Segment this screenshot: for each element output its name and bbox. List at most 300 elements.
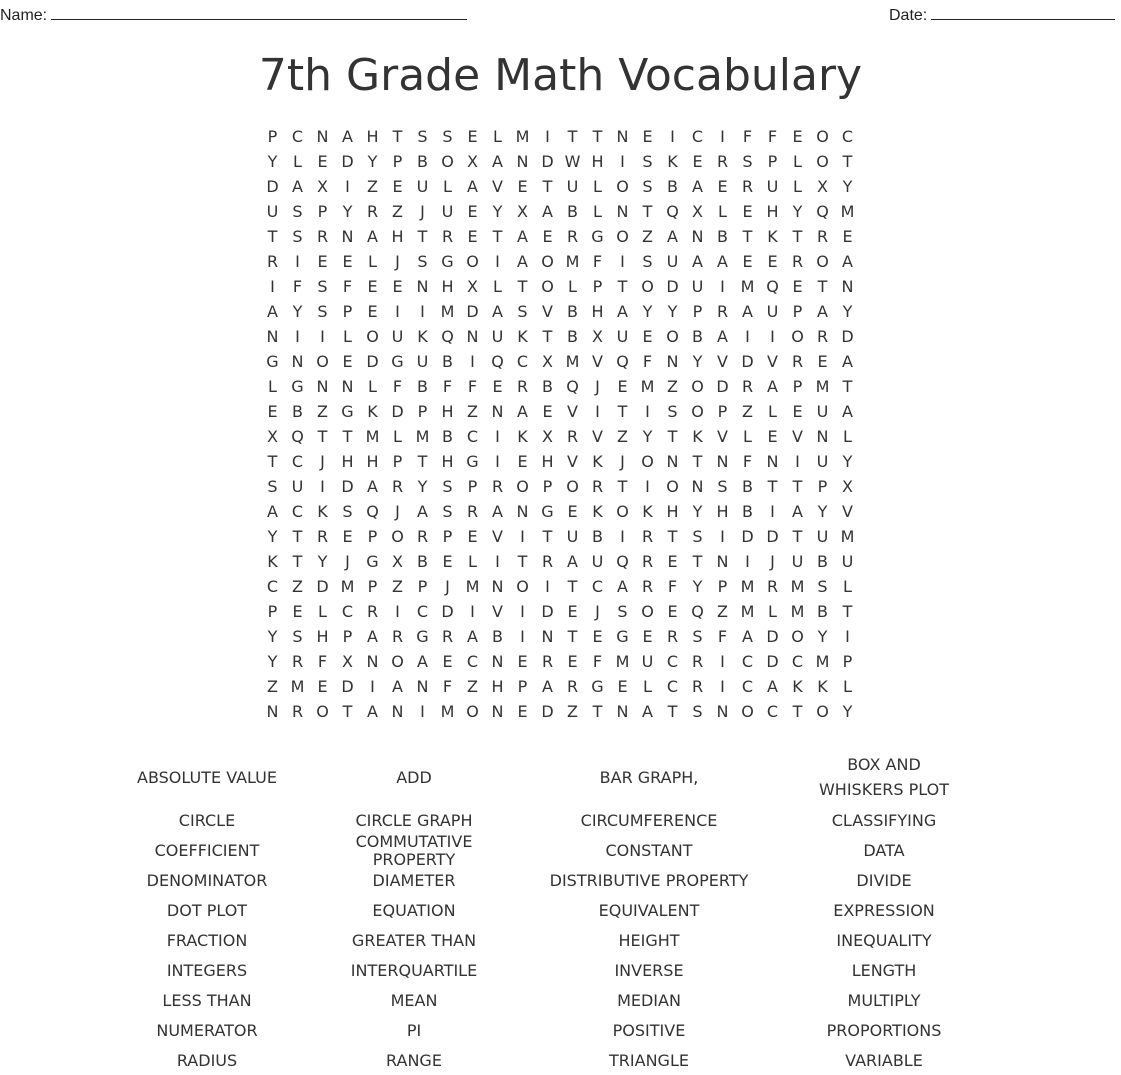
grid-letter: G [366,552,379,571]
grid-letter: Z [467,402,478,421]
grid-letter: G [266,352,279,371]
grid-letter: X [592,327,603,346]
grid-letter: E [617,377,628,396]
grid-letter: C [741,652,754,671]
grid-letter: T [667,427,678,446]
grid-letter: P [817,477,828,496]
grid-letter: P [392,452,403,471]
grid-letter: W [564,152,581,171]
grid-letter: E [442,652,453,671]
grid-letter: C [516,352,529,371]
word-bank-item: EQUATION [372,901,456,920]
grid-letter: I [720,652,725,671]
grid-letter: R [716,152,729,171]
grid-letter: V [792,427,803,446]
grid-letter: B [417,152,428,171]
grid-letter: S [317,277,328,296]
grid-letter: M [465,577,480,596]
grid-letter: K [692,427,703,446]
grid-letter: T [792,227,803,246]
grid-letter: A [517,252,528,271]
grid-letter: I [495,452,500,471]
grid-letter: S [642,177,653,196]
grid-letter: E [542,227,553,246]
grid-letter: K [767,227,778,246]
date-field[interactable] [889,4,1115,25]
grid-letter: I [320,327,325,346]
grid-letter: E [342,352,353,371]
grid-letter: O [791,327,804,346]
grid-letter: A [517,402,528,421]
grid-letter: I [620,252,625,271]
grid-letter: A [492,502,503,521]
grid-letter: T [842,377,853,396]
grid-letter: Z [467,677,478,696]
grid-letter: P [792,302,803,321]
grid-letter: E [517,652,528,671]
grid-letter: A [267,502,278,521]
grid-letter: L [368,252,377,271]
word-bank-item: BOX AND WHISKERS PLOT [818,755,950,799]
grid-letter: S [292,627,303,646]
grid-letter: A [742,302,753,321]
grid-letter: Z [717,602,728,621]
grid-letter: Q [616,552,629,571]
grid-letter: E [667,552,678,571]
grid-letter: R [791,252,804,271]
grid-letter: Y [842,302,853,321]
grid-letter: Y [692,502,703,521]
grid-letter: O [316,702,329,721]
grid-letter: Y [267,527,278,546]
grid-letter: U [266,202,279,221]
word-bank-item: GREATER THAN [351,931,477,950]
word-bank-item: LESS THAN [162,991,252,1010]
grid-letter: A [292,177,303,196]
grid-letter: S [817,577,828,596]
grid-letter: M [790,577,805,596]
grid-letter: N [266,327,279,346]
grid-letter: N [616,702,629,721]
grid-letter: I [620,527,625,546]
grid-letter: H [366,452,379,471]
grid-letter: E [767,427,778,446]
grid-letter: L [843,577,852,596]
grid-letter: R [491,477,504,496]
grid-letter: R [641,552,654,571]
grid-letter: I [495,252,500,271]
grid-letter: X [267,427,278,446]
grid-letter: S [442,502,453,521]
grid-letter: F [742,452,753,471]
grid-letter: C [291,502,304,521]
grid-letter: S [342,502,353,521]
grid-letter: Z [392,577,403,596]
grid-letter: N [391,702,404,721]
grid-letter: T [542,527,553,546]
grid-letter: A [717,327,728,346]
grid-letter: Y [367,152,378,171]
grid-letter: L [793,152,802,171]
grid-letter: O [466,252,479,271]
grid-letter: O [441,152,454,171]
grid-letter: Y [642,427,653,446]
grid-letter: V [492,177,503,196]
grid-letter: K [367,402,378,421]
grid-letter: X [817,177,828,196]
grid-letter: A [392,677,403,696]
grid-letter: L [743,427,752,446]
grid-letter: M [740,602,755,621]
grid-letter: B [542,377,553,396]
grid-letter: X [467,277,478,296]
grid-letter: A [617,577,628,596]
grid-letter: L [368,377,377,396]
grid-letter: G [391,352,404,371]
grid-letter: V [542,302,553,321]
grid-letter: G [616,627,629,646]
grid-letter: J [395,502,400,521]
grid-letter: S [692,527,703,546]
grid-letter: I [395,602,400,621]
grid-letter: L [793,177,802,196]
grid-letter: M [440,302,455,321]
grid-letter: U [566,527,579,546]
grid-letter: Y [492,202,503,221]
grid-letter: R [666,627,679,646]
grid-letter: E [517,177,528,196]
grid-letter: A [417,502,428,521]
grid-letter: G [591,677,604,696]
grid-letter: Y [317,552,328,571]
grid-letter: H [591,152,604,171]
grid-letter: I [520,602,525,621]
word-bank-item: BAR GRAPH, [599,767,699,787]
grid-letter: C [291,452,304,471]
grid-letter: R [641,527,654,546]
grid-letter: B [742,477,753,496]
grid-letter: U [816,452,829,471]
grid-letter: C [791,652,804,671]
name-line[interactable] [51,4,467,20]
grid-letter: I [645,402,650,421]
grid-letter: P [592,277,603,296]
grid-letter: I [295,252,300,271]
grid-letter: E [342,527,353,546]
grid-letter: A [542,202,553,221]
grid-letter: I [295,327,300,346]
grid-letter: Y [792,202,803,221]
word-bank-item: DISTRIBUTIVE PROPERTY [549,871,749,890]
grid-letter: N [341,377,354,396]
grid-letter: L [643,677,652,696]
grid-letter: A [492,152,503,171]
grid-letter: P [367,527,378,546]
grid-letter: M [565,352,580,371]
word-bank-item: DATA [863,841,905,860]
grid-letter: U [441,202,454,221]
grid-letter: R [741,177,754,196]
grid-letter: I [745,327,750,346]
grid-letter: P [792,377,803,396]
name-field[interactable] [0,4,467,25]
grid-letter: Y [667,302,678,321]
grid-letter: O [541,277,554,296]
grid-letter: E [517,702,528,721]
grid-letter: A [367,627,378,646]
grid-letter: D [441,602,454,621]
grid-letter: B [817,602,828,621]
grid-letter: I [720,677,725,696]
word-bank-item: CIRCUMFERENCE [580,811,718,830]
grid-letter: E [692,152,703,171]
grid-letter: I [495,552,500,571]
grid-letter: K [517,327,528,346]
grid-letter: V [767,352,778,371]
grid-letter: R [541,652,554,671]
grid-letter: A [517,227,528,246]
grid-letter: E [467,527,478,546]
grid-letter: A [417,652,428,671]
grid-letter: R [516,377,529,396]
word-bank-item: DIAMETER [372,871,456,890]
grid-letter: I [545,577,550,596]
grid-letter: A [642,702,653,721]
word-bank-item: PI [406,1021,422,1040]
grid-letter: E [567,502,578,521]
grid-letter: T [342,427,353,446]
grid-letter: D [341,152,354,171]
grid-letter: L [768,402,777,421]
grid-letter: K [817,677,828,696]
grid-letter: E [742,252,753,271]
grid-letter: B [717,227,728,246]
grid-letter: E [517,452,528,471]
grid-letter: I [645,477,650,496]
grid-letter: S [642,152,653,171]
date-line[interactable] [931,4,1115,20]
grid-letter: C [666,677,679,696]
grid-letter: M [415,427,430,446]
grid-letter: C [766,702,779,721]
grid-letter: S [417,127,428,146]
grid-letter: M [640,377,655,396]
grid-letter: F [717,627,728,646]
grid-letter: B [567,202,578,221]
grid-letter: D [266,177,279,196]
grid-letter: Y [342,202,353,221]
grid-letter: F [592,252,603,271]
grid-letter: Z [367,177,378,196]
grid-letter: R [316,227,329,246]
grid-letter: E [642,127,653,146]
grid-letter: A [692,177,703,196]
grid-letter: Y [817,627,828,646]
grid-letter: N [616,202,629,221]
grid-letter: E [467,202,478,221]
grid-letter: I [720,277,725,296]
grid-letter: F [642,352,653,371]
grid-letter: N [841,277,854,296]
grid-letter: E [442,552,453,571]
grid-letter: I [470,602,475,621]
grid-letter: I [270,277,275,296]
grid-letter: H [441,277,454,296]
name-label: Name: [0,7,48,24]
grid-letter: J [595,602,600,621]
grid-letter: C [741,677,754,696]
grid-letter: O [391,652,404,671]
grid-letter: R [541,552,554,571]
grid-letter: Z [567,702,578,721]
grid-letter: M [340,577,355,596]
grid-letter: Q [766,277,779,296]
grid-letter: X [842,477,853,496]
grid-letter: Z [742,402,753,421]
grid-letter: O [816,252,829,271]
grid-letter: N [691,227,704,246]
grid-letter: T [767,477,778,496]
grid-letter: R [441,627,454,646]
grid-letter: D [841,327,854,346]
grid-letter: I [370,677,375,696]
grid-letter: T [517,277,528,296]
grid-letter: T [842,152,853,171]
grid-letter: D [316,577,329,596]
grid-letter: O [616,227,629,246]
grid-letter: T [692,452,703,471]
grid-letter: U [491,327,504,346]
grid-letter: U [641,652,654,671]
grid-letter: Y [842,452,853,471]
grid-letter: J [445,577,450,596]
grid-letter: Y [292,302,303,321]
grid-letter: L [293,152,302,171]
grid-letter: T [592,127,603,146]
grid-letter: N [291,352,304,371]
grid-letter: Q [666,202,679,221]
grid-letter: E [467,127,478,146]
grid-letter: S [292,202,303,221]
grid-letter: P [392,152,403,171]
grid-letter: P [317,202,328,221]
grid-letter: A [842,352,853,371]
grid-letter: J [620,452,625,471]
grid-letter: F [292,277,303,296]
grid-letter: R [816,327,829,346]
grid-letter: U [666,252,679,271]
grid-letter: T [292,552,303,571]
grid-letter: P [267,127,278,146]
grid-letter: D [341,477,354,496]
grid-letter: V [717,352,728,371]
grid-letter: I [795,452,800,471]
grid-letter: F [317,652,328,671]
grid-letter: Q [816,202,829,221]
grid-letter: O [316,352,329,371]
word-bank-item: DIVIDE [856,871,912,890]
grid-letter: Q [441,327,454,346]
grid-letter: O [366,327,379,346]
grid-letter: D [541,152,554,171]
date-label: Date: [889,7,928,24]
grid-letter: I [745,552,750,571]
grid-letter: A [467,177,478,196]
grid-letter: Y [417,477,428,496]
grid-letter: O [641,602,654,621]
grid-letter: E [817,352,828,371]
grid-letter: A [792,502,803,521]
grid-letter: D [766,527,779,546]
word-bank-item: MEDIAN [617,991,681,1010]
grid-letter: O [641,277,654,296]
grid-letter: U [416,352,429,371]
grid-letter: T [567,577,578,596]
grid-letter: V [842,502,853,521]
grid-letter: B [667,177,678,196]
grid-letter: E [792,127,803,146]
grid-letter: A [617,302,628,321]
grid-letter: I [420,302,425,321]
grid-letter: U [416,177,429,196]
grid-letter: I [595,402,600,421]
page-title: 7th Grade Math Vocabulary [258,50,863,101]
grid-letter: A [267,302,278,321]
grid-letter: S [717,477,728,496]
grid-letter: V [567,452,578,471]
grid-letter: E [567,602,578,621]
grid-letter: T [592,702,603,721]
grid-letter: B [492,627,503,646]
grid-letter: E [617,677,628,696]
grid-letter: E [767,252,778,271]
grid-letter: R [716,302,729,321]
grid-letter: E [492,377,503,396]
grid-letter: N [491,652,504,671]
grid-letter: L [268,377,277,396]
word-bank-item: ADD [396,767,432,787]
grid-letter: S [692,627,703,646]
grid-letter: H [441,402,454,421]
grid-letter: N [341,227,354,246]
grid-letter: M [365,427,380,446]
grid-letter: F [442,377,453,396]
grid-letter: L [843,427,852,446]
grid-letter: N [366,652,379,671]
grid-letter: R [566,427,579,446]
grid-letter: I [345,177,350,196]
grid-letter: T [792,527,803,546]
grid-letter: E [792,277,803,296]
grid-letter: C [416,602,429,621]
grid-letter: O [616,177,629,196]
grid-letter: Q [691,602,704,621]
grid-letter: N [491,577,504,596]
grid-letter: R [416,527,429,546]
word-bank-item: MULTIPLY [847,991,921,1010]
grid-letter: E [317,252,328,271]
grid-letter: T [792,702,803,721]
grid-letter: X [517,202,528,221]
word-bank [90,750,974,1074]
grid-letter: H [591,302,604,321]
grid-letter: R [391,627,404,646]
grid-letter: F [592,652,603,671]
grid-letter: A [817,302,828,321]
grid-letter: S [742,152,753,171]
word-bank-item: INEQUALITY [836,931,932,950]
grid-letter: O [391,527,404,546]
